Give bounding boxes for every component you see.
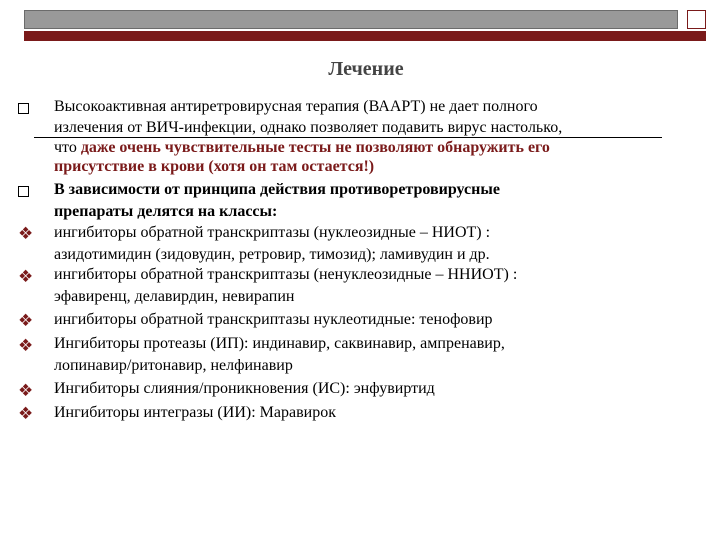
- item-7-line-1: Ингибиторы слияния/проникновения (ИС): энфувиртид: [54, 380, 435, 397]
- diamond-bullet-icon: ❖: [18, 267, 34, 287]
- list-item-7: [54, 378, 714, 400]
- header-gray-bar: [24, 10, 678, 29]
- item-1-line-3-red: даже очень чувствительные тесты не позволяют обнаружить его: [80, 139, 550, 156]
- item-2-line-2: препараты делятся на классы:: [54, 203, 278, 220]
- list-item-1-cont: [54, 117, 714, 139]
- list-item-3: [54, 222, 714, 266]
- square-bullet-icon: [18, 103, 29, 114]
- item-1-line-2: излечения от ВИЧ-инфекции, однако позволяет подавить вирус настолько,: [54, 119, 563, 136]
- list-item-4: [54, 264, 714, 308]
- item-1-line-4: присутствие в крови (хотя он там остается!): [54, 158, 375, 175]
- item-4-line-1: ингибиторы обратной транскриптазы (ненуклеозидные – ННИОТ) :: [54, 266, 518, 283]
- item-3-line-1: ингибиторы обратной транскриптазы (нуклеозидные – НИОТ) :: [54, 224, 491, 241]
- item-3-line-2: азидотимидин (зидовудин, ретровир, тимозид); ламивудин и др.: [54, 246, 490, 263]
- diamond-bullet-icon: ❖: [18, 404, 34, 424]
- list-item-2: [54, 179, 714, 223]
- item-1-line-1: Высокоактивная антиретровирусная терапия (ВААРТ) не дает полного: [54, 98, 538, 115]
- list-item-1: [54, 96, 714, 118]
- diamond-bullet-icon: ❖: [18, 311, 34, 331]
- diamond-bullet-icon: ❖: [18, 336, 34, 356]
- slide-title: Лечение: [328, 58, 404, 80]
- item-2-line-1: В зависимости от принципа действия противоретровирусные: [54, 181, 500, 198]
- header-red-bar: [24, 31, 706, 41]
- item-1-line-3-plain: что: [54, 139, 81, 156]
- item-8-line-1: Ингибиторы интегразы (ИИ): Маравирок: [54, 404, 336, 421]
- item-6-line-2: лопинавир/ритонавир, нелфинавир: [54, 357, 293, 374]
- list-item-8: [54, 402, 714, 424]
- item-4-line-2: эфавиренц, делавирдин, невирапин: [54, 288, 295, 305]
- diamond-bullet-icon: ❖: [18, 381, 34, 401]
- item-6-line-1: Ингибиторы протеазы (ИП): индинавир, саквинавир, ампренавир,: [54, 335, 505, 352]
- square-bullet-icon: [18, 186, 29, 197]
- item-5-line-1: ингибиторы обратной транскриптазы нуклеотидные: тенофовир: [54, 311, 493, 328]
- item-1-line-3: [54, 138, 714, 157]
- list-item-6: [54, 333, 714, 377]
- diamond-bullet-icon: ❖: [18, 224, 34, 244]
- list-item-5: [54, 309, 714, 331]
- list-item-1-cont2: [54, 138, 714, 176]
- header-corner-box: [687, 10, 706, 29]
